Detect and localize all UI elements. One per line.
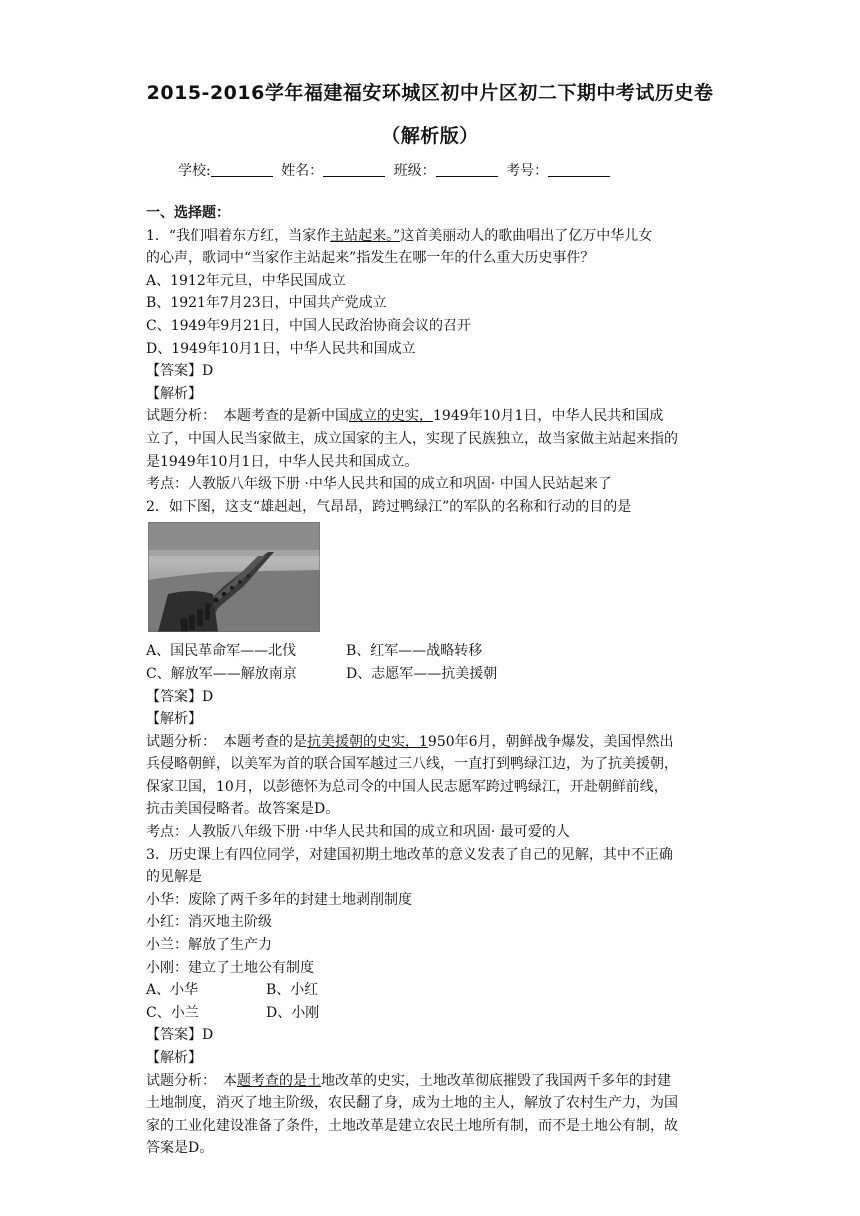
q3-analysis-label: 【解析】	[146, 1050, 202, 1066]
class-label: 班级：	[393, 163, 436, 179]
q3-answer: 【答案】D	[146, 1027, 214, 1044]
q3-stem-line1: 3．历史课上有四位同学，对建国初期土地改革的意义发表了自己的见解，其中不正确	[146, 846, 673, 863]
q1-stem-line1: 1．“我们唱着东方红，当家作主站起来。”这首美丽动人的歌曲唱出了亿万中华儿女	[146, 227, 653, 244]
q1-analysis-line1: 试题分析： 本题考查的是新中国成立的史实，1949年10月1日，中华人民共和国成	[146, 408, 664, 425]
exam-number-label: 考号：	[506, 163, 549, 179]
page-title: 2015-2016学年福建福安环城区初中片区初二下期中考试历史卷	[146, 82, 714, 104]
q2-options-row1	[146, 640, 726, 663]
q3-analysis-line3: 家的工业化建设准备了条件，土地改革是建立农民土地所有制，而不是土地公有制，故	[146, 1117, 678, 1134]
q1-analysis-line2: 立了，中国人民当家做主，成立国家的主人，实现了民族独立，故当家做主站起来指的	[146, 430, 678, 447]
name-label: 姓名：	[281, 163, 324, 179]
q2-analysis-line3: 保家卫国，10月，以彭德怀为总司令的中国人民志愿军跨过鸭绿江，开赴朝鲜前线，	[146, 778, 668, 795]
q3-option-c: C、小兰	[146, 1004, 199, 1021]
q1-knowledge-point: 考点：人教版八年级下册 ·中华人民共和国的成立和巩固· 中国人民站起来了	[146, 476, 612, 493]
q1-stem-line2: 的心声，歌词中“当家作主站起来”指发生在哪一年的什么重大历史事件？	[146, 250, 595, 267]
q3-stem-line2: 的见解是	[146, 869, 202, 886]
q1-answer: 【答案】D	[146, 363, 214, 380]
q2-knowledge-point: 考点：人教版八年级下册 ·中华人民共和国的成立和巩固· 最可爱的人	[146, 824, 570, 841]
q3-opinion-2: 小红：消灭地主阶级	[146, 914, 272, 931]
q1-analysis-label: 【解析】	[146, 385, 202, 402]
q3-option-d: D、小刚	[266, 1004, 320, 1021]
q2-analysis-line4: 抗击美国侵略者。故答案是D。	[146, 801, 340, 818]
name-blank	[323, 162, 385, 177]
q3-opinion-1: 小华：废除了两千多年的封建土地剥削制度	[146, 891, 412, 908]
q2-option-d: D、志愿军——抗美援朝	[346, 665, 498, 682]
question-list	[146, 202, 726, 1160]
student-info-line	[178, 160, 614, 180]
q3-options-row1	[146, 979, 726, 1002]
school-blank	[211, 162, 273, 177]
q2-option-b: B、红军——战略转移	[346, 643, 483, 660]
q1-option-d: D、1949年10月1日，中华人民共和国成立	[146, 340, 416, 357]
q2-analysis-line2: 兵侵略朝鲜，以美军为首的联合国军越过三八线，一直打到鸭绿江边，为了抗美援朝，	[146, 756, 678, 773]
q1-analysis-line3: 是1949年10月1日，中华人民共和国成立。	[146, 453, 419, 470]
volunteer-army-photo	[148, 522, 726, 634]
q3-analysis-line4: 答案是D。	[146, 1140, 214, 1157]
bridge-crossing-image	[148, 522, 320, 632]
q3-options-row2	[146, 1002, 726, 1025]
q1-option-c: C、1949年9月21日，中国人民政治协商会议的召开	[146, 317, 472, 334]
class-blank	[436, 162, 498, 177]
page-subtitle: （解析版）	[381, 125, 479, 147]
exam-number-blank	[548, 162, 610, 177]
q2-option-a: A、国民革命军——北伐	[146, 643, 297, 660]
q2-options-row2	[146, 663, 726, 686]
q1-option-b: B、1921年7月23日，中国共产党成立	[146, 295, 387, 312]
q3-opinion-4: 小刚：建立了土地公有制度	[146, 959, 314, 976]
q3-opinion-3: 小兰：解放了生产力	[146, 937, 272, 954]
q3-option-a: A、小华	[146, 982, 199, 999]
section-heading: 一、选择题：	[146, 205, 230, 221]
q2-option-c: C、解放军——解放南京	[146, 665, 297, 682]
q2-stem: 2．如下图，这支“雄赳赳，气昂昂，跨过鸭绿江”的军队的名称和行动的目的是	[146, 498, 632, 515]
q3-analysis-line1: 试题分析： 本题考查的是土地改革的史实，土地改革彻底摧毁了我国两千多年的封建	[146, 1072, 671, 1089]
q2-analysis-label: 【解析】	[146, 711, 202, 728]
q1-option-a: A、1912年元旦，中华民国成立	[146, 272, 346, 289]
q2-analysis-line1: 试题分析： 本题考查的是抗美援朝的史实，1950年6月，朝鲜战争爆发，美国悍然出	[146, 733, 674, 750]
q2-answer: 【答案】D	[146, 688, 214, 705]
school-label: 学校:	[178, 163, 211, 179]
q3-option-b: B、小红	[266, 982, 319, 999]
q3-analysis-line2: 土地制度，消灭了地主阶级，农民翻了身，成为土地的主人，解放了农村生产力，为国	[146, 1095, 678, 1112]
